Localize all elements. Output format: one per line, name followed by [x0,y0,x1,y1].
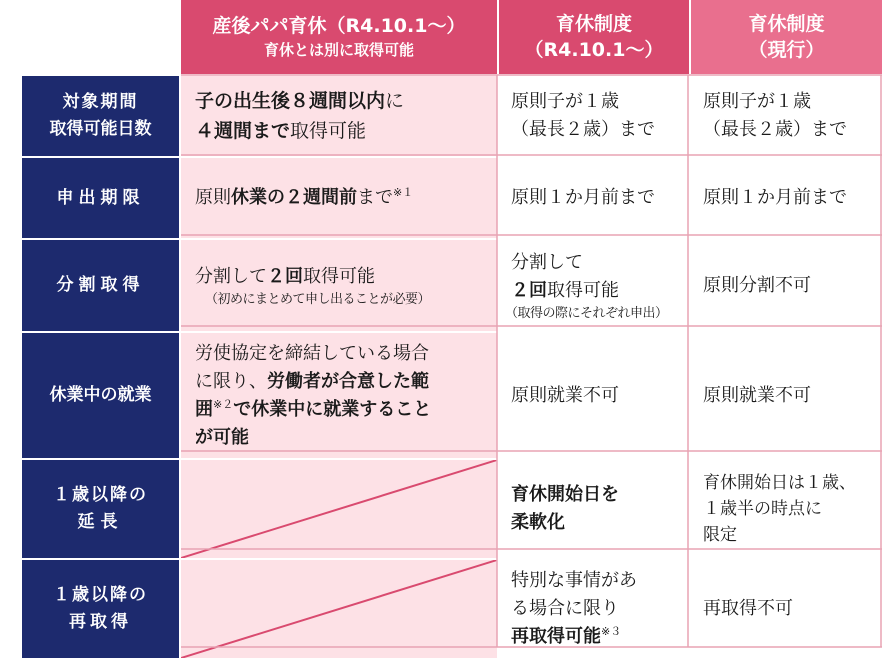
cell-current-deadline [691,158,882,238]
new-reacquire-line2: る場合に限り [511,598,619,619]
papa-deadline-text2: まで [357,187,393,208]
header-current-title: 育休制度 [748,13,825,35]
cell-new-work [499,333,689,458]
cell-current-period [691,76,882,156]
papa-work-bold3a: 囲 [195,398,213,420]
papa-split-bold: ２回 [267,265,303,287]
cell-current-reacquire [691,560,882,658]
papa-work-bold4: が可能 [195,426,249,448]
new-split-note: （取得の際にそれぞれ申出） [505,305,668,321]
cell-new-extension [499,460,689,558]
papa-work-bold3b: で休業中に就業すること [233,398,432,420]
papa-split-note: （初めにまとめて申し出ることが必要） [205,291,431,307]
header-papa-subtitle: 育休とは別に取得可能 [263,41,414,59]
new-split-text2: 取得可能 [547,279,619,301]
papa-split-text1: 分割して [195,265,267,287]
cell-papa-split [181,240,497,331]
row-label-period [22,76,179,156]
cell-papa-period [181,76,497,156]
current-extension-line3: 限定 [703,525,737,545]
current-extension-line2: １歳半の時点に [703,499,822,519]
diagonal-slash [181,560,497,658]
cell-new-period [499,76,689,156]
cell-papa-deadline [181,158,497,238]
row-label-work [22,333,179,458]
cell-papa-work [181,333,497,458]
papa-deadline-text1: 原則 [195,187,231,208]
papa-work-text2: に限り、 [195,370,267,392]
current-period-line1: 原則子が１歳 [703,91,811,112]
header-current-subtitle: （現行） [748,39,825,61]
row-label-period-line2: 取得可能日数 [49,119,152,139]
current-split-text: 原則分割不可 [703,274,811,296]
cell-current-work [691,333,882,458]
current-period-line2: （最長２歳）まで [703,119,847,140]
row-label-reacquire [22,560,179,658]
diagonal-slash [181,460,497,558]
cell-papa-extension-empty [181,460,497,558]
header-papa-leave [181,0,497,74]
papa-work-line1: 労使協定を締結している場合 [195,342,429,364]
papa-period-bold2: ４週間まで [195,120,291,142]
comparison-table [22,0,882,658]
row-label-extension-line1: １歳以降の [53,485,148,505]
row-label-split-text: 分割取得 [56,275,145,295]
row-label-split [22,240,179,331]
papa-work-bold2: 労働者が合意した範 [267,370,429,392]
current-extension-line1: 育休開始日は１歳、 [703,473,856,493]
header-new-subtitle: （R4.10.1～） [524,39,664,61]
current-work-text: 原則就業不可 [703,384,811,406]
cell-new-split [499,240,689,331]
header-new-leave [499,0,689,74]
table-corner [22,0,179,74]
new-extension-line2: 柔軟化 [511,512,565,533]
new-period-line1: 原則子が１歳 [511,91,619,112]
papa-period-bold1: 子の出生後８週間以内 [195,90,386,112]
new-reacquire-bold: 再取得可能 [511,626,601,647]
new-split-bold: ２回 [511,279,547,301]
row-label-deadline [22,158,179,238]
row-label-reacquire-line2: 再取得 [69,612,132,632]
new-work-text: 原則就業不可 [511,384,619,406]
cell-current-extension [691,460,882,558]
row-label-reacquire-line1: １歳以降の [53,585,148,605]
papa-deadline-bold: 休業の２週間前 [231,187,357,208]
header-new-title: 育休制度 [555,13,632,35]
row-label-work-text: 休業中の就業 [49,385,152,405]
current-deadline-text: 原則１か月前まで [703,187,847,208]
cell-current-split [691,240,882,331]
cell-new-deadline [499,158,689,238]
current-reacquire-text: 再取得不可 [703,598,793,619]
new-extension-line1: 育休開始日を [511,484,619,505]
new-split-line1: 分割して [511,251,583,273]
new-reacquire-line1: 特別な事情があ [511,570,637,591]
papa-split-text2: 取得可能 [303,265,375,287]
row-label-extension-line2: 延長 [77,512,124,532]
row-label-deadline-text: 申出期限 [56,187,145,208]
papa-deadline-note: ※１ [393,186,414,199]
papa-work-note: ※２ [213,397,234,411]
papa-period-text1: に [385,90,405,112]
row-label-extension [22,460,179,558]
papa-period-text2: 取得可能 [290,120,367,142]
cell-papa-reacquire-empty [181,560,497,658]
new-period-line2: （最長２歳）まで [511,119,655,140]
new-deadline-text: 原則１か月前まで [511,187,655,208]
row-label-period-line1: 対象期間 [62,92,139,112]
header-papa-title: 産後パパ育休（R4.10.1～） [212,15,466,37]
new-reacquire-note: ※３ [601,625,622,638]
cell-new-reacquire [499,560,689,658]
header-current-leave [691,0,882,74]
